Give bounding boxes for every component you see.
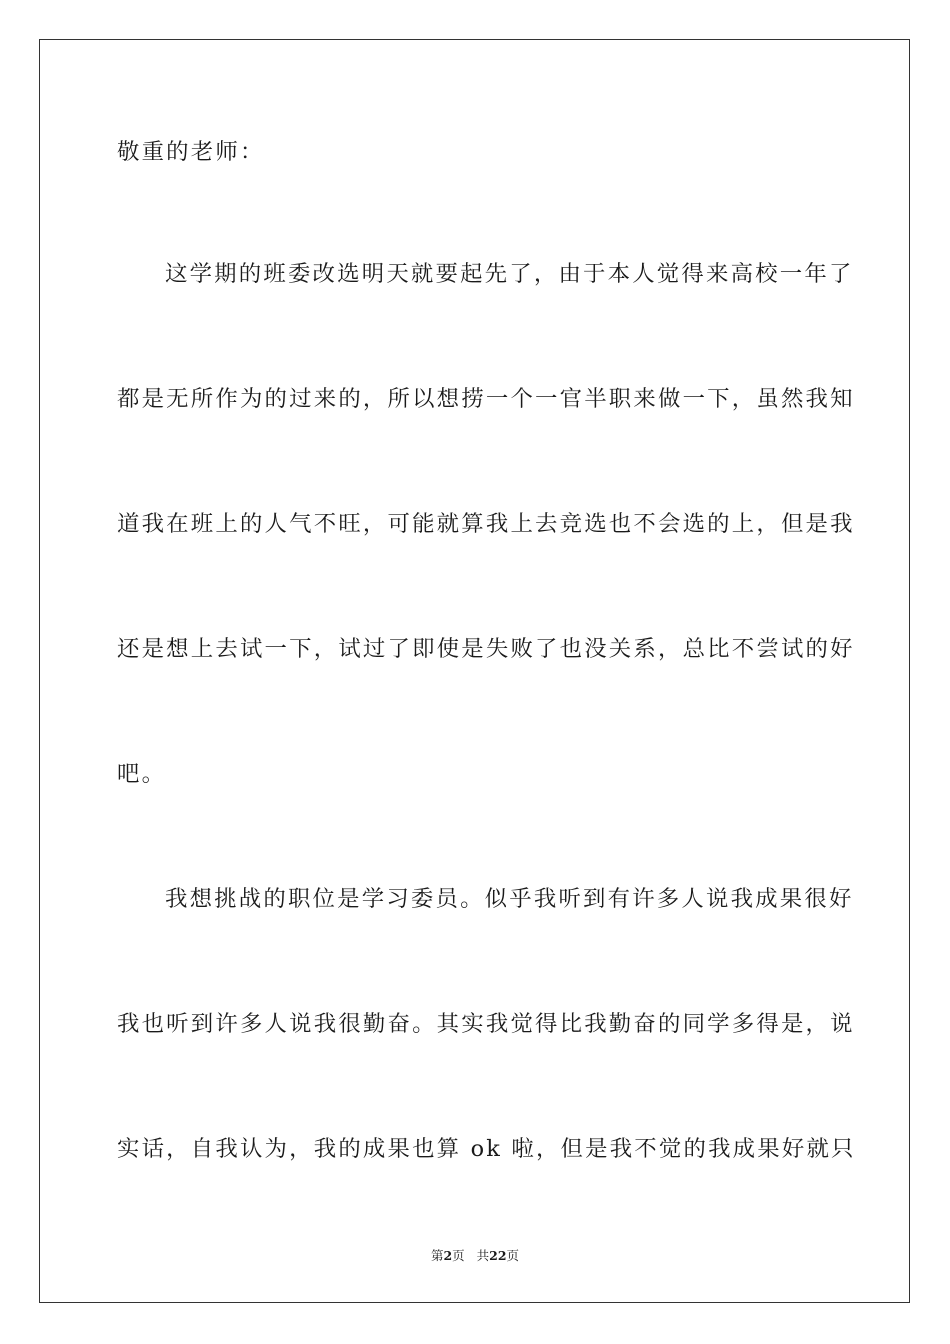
salutation: 敬重的老师： <box>117 139 265 165</box>
page-prefix: 第 <box>430 1248 444 1263</box>
page-footer <box>0 1248 950 1264</box>
paragraph-line: 我也听到许多人说我很勤奋。其实我觉得比我勤奋的同学多得是，说 <box>117 1011 855 1037</box>
total-prefix: 共 <box>476 1248 490 1263</box>
paragraph-line: 这学期的班委改选明天就要起先了，由于本人觉得来高校一年了 <box>165 261 854 287</box>
paragraph-line: 还是想上去试一下，试过了即使是失败了也没关系，总比不尝试的好 <box>117 636 855 662</box>
paragraph-line: 道我在班上的人气不旺，可能就算我上去竞选也不会选的上，但是我 <box>117 511 855 537</box>
page-suffix: 页 <box>452 1248 465 1263</box>
page-number: 2 <box>443 1248 453 1263</box>
paragraph-line: 都是无所作为的过来的，所以想捞一个一官半职来做一下，虽然我知 <box>117 386 855 412</box>
total-suffix: 页 <box>506 1248 520 1263</box>
paragraph-line: 实话，自我认为，我的成果也算 ok 啦，但是我不觉的我成果好就只 <box>117 1136 856 1162</box>
total-pages: 22 <box>489 1248 507 1263</box>
paragraph-line: 吧。 <box>117 761 167 787</box>
page-border <box>39 39 910 1303</box>
paragraph-line: 我想挑战的职位是学习委员。似乎我听到有许多人说我成果很好 <box>165 886 854 912</box>
